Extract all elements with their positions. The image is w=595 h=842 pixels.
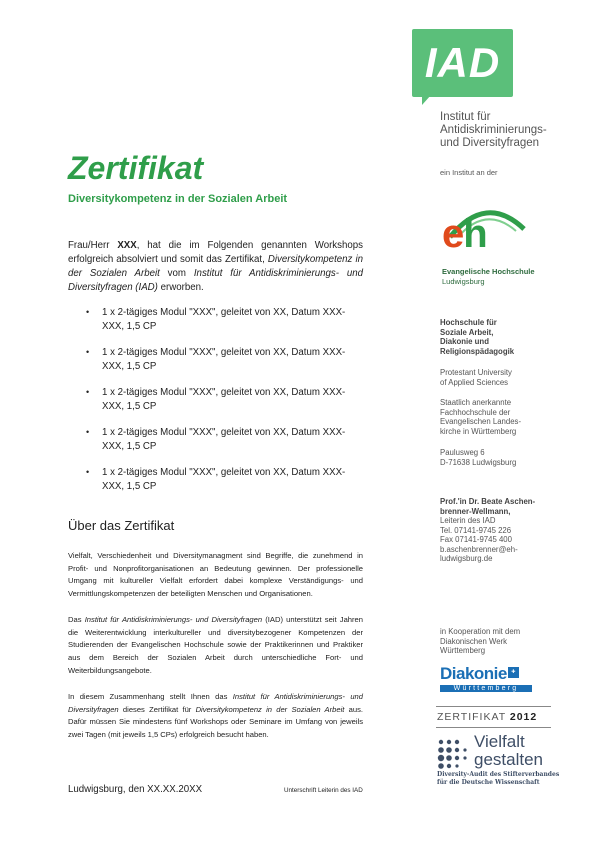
diakonie-logo [440,664,550,692]
page-title: Zertifikat [68,150,204,186]
school-name [440,318,590,356]
school-recognized-line: Evangelischen Landes- [440,417,522,427]
institute-ref: Institut für Antidiskriminierungs- und Diversityfragen (IAD) [68,268,363,293]
para-text: aus. Dafür müssen Sie mindestens fünf Workshops oder Seminare im Umfang von jeweils zwei Tagen (mit jeweils 1,5 CPs) erfolgreich besucht haben. [68,704,364,740]
contact-phone: Tel. 07141-9745 226 [440,525,512,535]
contact-name [440,497,590,516]
eh-letter-e: e [442,212,464,256]
contact-role: Leiterin des IAD [440,516,496,525]
institute-ref: Institut für Antidiskriminierungs- und Diversityfragen [84,615,263,624]
school-recognized-line: Fachhochschule der [440,407,511,417]
diakonie-word: Diakonie [440,664,507,683]
about-heading: Über das Zertifikat [68,518,175,533]
intro-text: Frau/Herr [68,240,118,251]
module-line: 1 x 2-tägiges Modul "XXX", geleitet von XX, Datum XXX- [102,387,346,398]
school-english-line: of Applied Sciences [440,377,509,387]
intro-text: , hat die im Folgenden genannten Workshops erfolgreich absolviert und somit das Zertifikat, [68,240,364,265]
school-recognized [440,398,590,436]
about-paragraph-2 [68,614,363,678]
zertifikat-2012 [437,711,537,723]
school-name-line: Hochschule für [440,318,497,327]
signature-label: Unterschrift Leiterin des IAD [284,787,363,794]
certificate-name: Diversitykompetenz in der Sozialen Arbeit [195,704,345,714]
vielfalt-sub-line: für die Deutsche Wissenschaft [437,778,540,786]
vielfalt-line: gestalten [474,750,543,769]
diakonie-sub: Württemberg [440,685,532,692]
intro-text: erworben. [157,282,204,293]
iad-logo [412,29,513,105]
zertifikat-2012-label: ZERTIFIKAT [437,711,506,723]
school-address-line: D-71638 Ludwigsburg [440,457,517,467]
list-item [80,306,365,346]
school-english [440,368,590,387]
vielfalt-sub [437,771,559,786]
vielfalt-gestalten [474,733,543,769]
eh-letter-h: h [463,212,487,256]
school-recognized-line: kirche in Württemberg [440,426,517,436]
bullet: • [86,347,90,357]
institute-name-line: Institut für [440,111,491,123]
institute-name-line: Antidiskriminierungs- [440,124,547,136]
module-line: 1 x 2-tägiges Modul "XXX", geleitet von XX, Datum XXX- [102,427,346,438]
vielfalt-dots-icon [436,737,470,771]
bullet: • [86,387,90,397]
recipient-name: XXX [117,240,137,251]
school-name-line: Religionspädagogik [440,346,515,356]
module-line: XXX, 1,5 CP [102,360,157,372]
school-address-line: Paulusweg 6 [440,448,485,457]
contact-name-line: brenner-Wellmann, [440,506,511,516]
school-address [440,448,590,467]
contact-email: b.aschenbrenner@eh- [440,544,518,554]
para-text: In diesem Zusammenhang stellt Ihnen das [68,692,233,701]
module-line: XXX, 1,5 CP [102,480,157,492]
list-item [80,426,365,466]
bullet: • [86,307,90,317]
list-item [80,346,365,386]
contact-email: ludwigsburg.de [440,554,493,564]
eh-logo [440,199,540,291]
contact-fax: Fax 07141-9745 400 [440,535,512,545]
divider [436,706,551,707]
cooperation-line: in Kooperation mit dem [440,627,521,636]
contact-details [440,516,590,564]
module-line: 1 x 2-tägiges Modul "XXX", geleitet von XX, Datum XXX- [102,307,346,318]
institute-name-line: und Diversityfragen [440,137,540,149]
eh-name: Evangelische Hochschule [442,267,535,276]
cooperation-note [440,627,590,656]
divider [436,727,551,728]
diakonie-square-icon: ✚ [508,667,519,678]
contact-name-line: Prof.'in Dr. Beate Aschen- [440,497,536,506]
eh-letters [442,211,487,257]
vielfalt-sub-line: Diversity-Audit des Stifterverbandes [437,771,560,778]
about-paragraph-1: Vielfalt, Verschiedenheit und Diversitymanagment sind Begriffe, die zunehmend in Profit- und Nonprofitorganisationen an Bedeutung gewinnen. Der professionelle Umgang mit kultureller Vielfalt erfordert dabei komplexe Verständigungs- und Vermittlungskompetenzen der beteiligten Menschen und Organisationen. [68,551,363,599]
iad-logo-text: IAD [412,29,513,97]
signature-date: Ludwigsburg, den XX.XX.20XX [68,784,203,795]
module-line: XXX, 1,5 CP [102,440,157,452]
list-item [80,386,365,426]
intro-paragraph [68,239,363,295]
school-name-line: Diakonie und [440,337,489,347]
about-paragraph-3 [68,691,363,742]
institute-ref: Institut für Antidiskriminierungs- und Diversityfragen [68,692,363,714]
school-english-line: Protestant University [440,368,512,377]
bullet: • [86,467,90,477]
module-line: XXX, 1,5 CP [102,320,157,332]
module-line: XXX, 1,5 CP [102,400,157,412]
iad-logo-tail [422,95,431,105]
cooperation-line: Württemberg [440,646,486,656]
module-list [80,306,365,506]
vielfalt-line: Vielfalt [474,732,525,751]
school-name-line: Soziale Arbeit, [440,327,494,337]
certificate-name: Diversitykompetenz in der Sozialen Arbeit [68,254,363,279]
institute-name [440,111,590,150]
intro-text: vom [159,268,194,279]
list-item [80,466,365,506]
eh-city: Ludwigsburg [442,277,485,286]
module-line: 1 x 2-tägiges Modul "XXX", geleitet von XX, Datum XXX- [102,467,346,478]
para-text: dieses Zertifikat für [118,704,196,714]
zertifikat-2012-year: 2012 [509,711,538,723]
para-text: (IAD) unterstützt seit Jahren die Weiterentwicklung interkultureller und diversitybezogener Kompetenzen der Studierenden der Evangelischen Hochschule sowie der Praktikerinnen und Praktiker aus dem Bereich der Sozialen Arbeit durch unterschiedliche Fort- und Weiterbildungsangebote. [68,615,363,675]
para-text: Das [68,615,85,624]
bullet: • [86,427,90,437]
cooperation-line: Diakonischen Werk [440,636,508,646]
school-recognized-line: Staatlich anerkannte [440,398,512,407]
institute-an: ein Institut an der [440,168,498,177]
page-subtitle: Diversitykompetenz in der Sozialen Arbeit [68,193,288,205]
module-line: 1 x 2-tägiges Modul "XXX", geleitet von XX, Datum XXX- [102,347,346,358]
